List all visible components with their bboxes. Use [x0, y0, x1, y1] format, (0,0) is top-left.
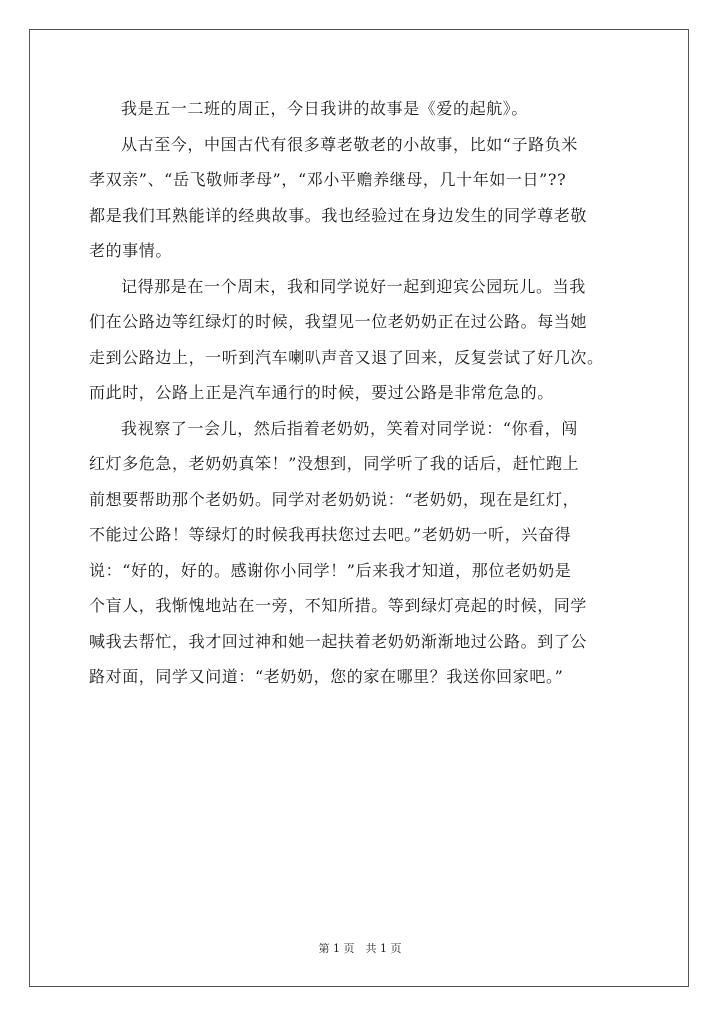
text-line: 从古至今，中国古代有很多尊老敬老的小故事，比如“子路负米: [121, 134, 578, 154]
text-line: 路对面，同学又问道：“老奶奶，您的家在哪里？我送你回家吧。”: [89, 667, 564, 686]
text-line: 我是五一二班的周正，今日我讲的故事是《爱的起航》。: [121, 99, 529, 118]
text-line: 们在公路边等红绿灯的时候，我望见一位老奶奶正在过公路。每当她: [89, 312, 588, 331]
text-line: 不能过公路！等绿灯的时候我再扶您过去吧。”老奶奶一听，兴奋得: [89, 525, 572, 544]
document-body: [89, 91, 649, 695]
text-line: 前想要帮助那个老奶奶。同学对老奶奶说：“老奶奶，现在是红灯，: [89, 489, 580, 509]
text-line: 记得那是在一个周末，我和同学说好一起到迎宾公园玩儿。当我: [121, 276, 586, 296]
text-line: 而此时，公路上正是汽车通行的时候，要过公路是非常危急的。: [89, 383, 554, 402]
text-line: 走到公路边上，一听到汽车喇叭声音又退了回来，反复尝试了好几次。: [89, 347, 604, 367]
text-line: 红灯多危急，老奶奶真笨！”没想到，同学听了我的话后，赶忙跑上: [89, 454, 580, 473]
text-line: 个盲人，我惭愧地站在一旁，不知所措。等到绿灯亮起的时候，同学: [89, 596, 588, 615]
text-line: 说：“好的，好的。感谢你小同学！”后来我才知道，那位老奶奶是: [89, 560, 572, 580]
text-line: 我视察了一会儿，然后指着老奶奶，笑着对同学说：“你看，闯: [121, 418, 578, 438]
text-line: 喊我去帮忙，我才回过神和她一起扶着老奶奶渐渐地过公路。到了公: [89, 631, 588, 651]
text-line: 都是我们耳熟能详的经典故事。我也经验过在身边发生的同学尊老敬: [89, 205, 588, 225]
page-footer: 第 1 页 共 1 页: [318, 942, 402, 955]
text-line: 孝双亲”、“岳飞敬师孝母”，“邓小平赡养继母，几十年如一日”??: [89, 170, 567, 189]
text-line: 老的事情。: [89, 241, 173, 260]
